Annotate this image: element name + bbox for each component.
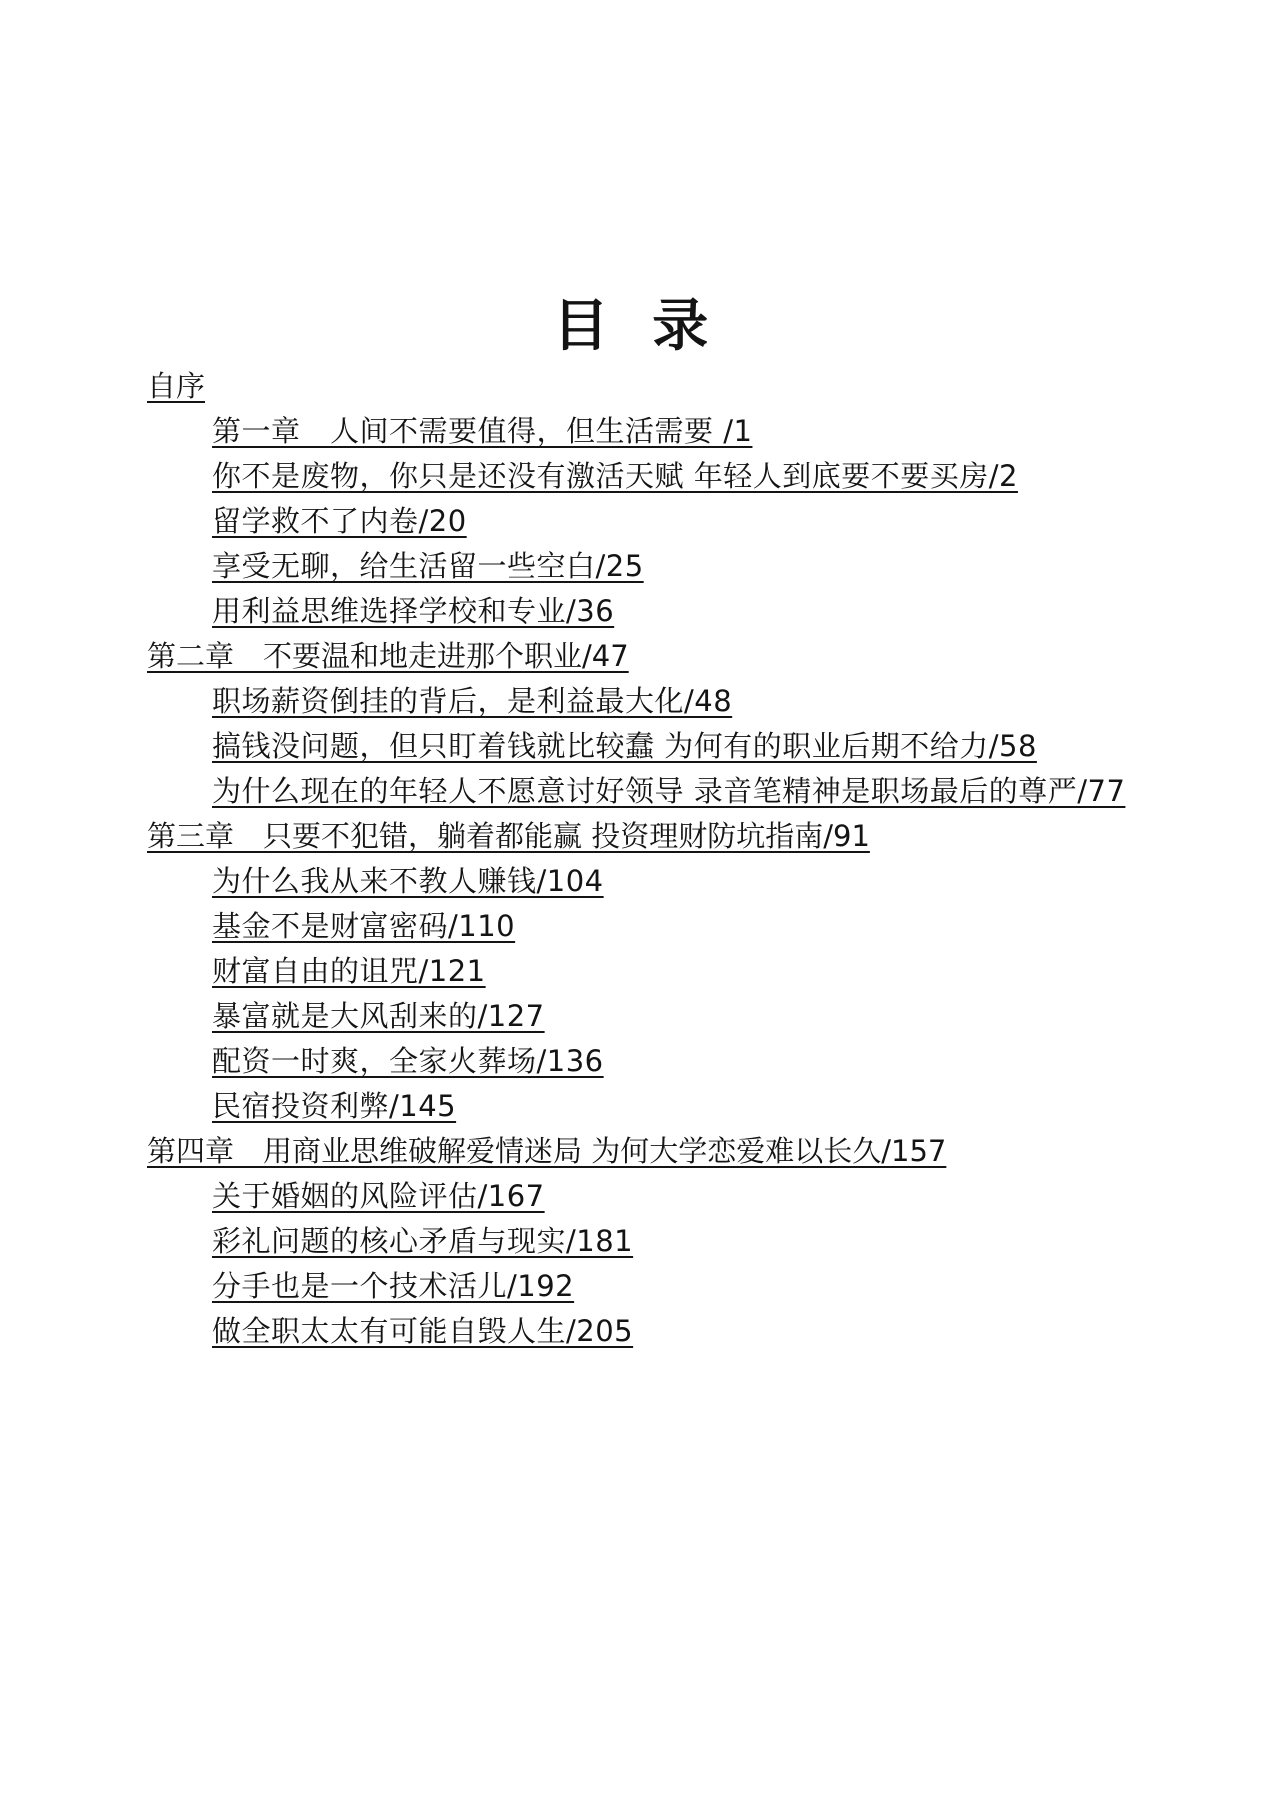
toc-entry-link[interactable]: 民宿投资利弊/145 bbox=[212, 1089, 457, 1123]
toc-chapter-entry bbox=[0, 364, 1273, 409]
toc-entry-link[interactable]: 为什么现在的年轻人不愿意讨好领导 录音笔精神是职场最后的尊严/77 bbox=[212, 774, 1126, 808]
toc-section-entry bbox=[0, 544, 1273, 589]
toc-chapter-entry bbox=[0, 634, 1273, 679]
toc-section-entry bbox=[0, 904, 1273, 949]
toc-section-entry bbox=[0, 1264, 1273, 1309]
toc-section-entry bbox=[0, 1219, 1273, 1264]
toc-entry-link[interactable]: 分手也是一个技术活儿/192 bbox=[212, 1269, 575, 1303]
toc-entry-link[interactable]: 搞钱没问题，但只盯着钱就比较蠢 为何有的职业后期不给力/58 bbox=[212, 729, 1037, 763]
toc-entry-link[interactable]: 做全职太太有可能自毁人生/205 bbox=[212, 1314, 634, 1348]
toc-title: 目 录 bbox=[552, 294, 721, 359]
toc-chapter-entry bbox=[0, 1129, 1273, 1174]
toc-section-entry bbox=[0, 724, 1273, 769]
toc-section-entry bbox=[0, 589, 1273, 634]
toc-section-entry bbox=[0, 1084, 1273, 1129]
toc-entry-link[interactable]: 自序 bbox=[147, 369, 206, 403]
toc-entry-link[interactable]: 为什么我从来不教人赚钱/104 bbox=[212, 864, 604, 898]
toc-section-entry bbox=[0, 1174, 1273, 1219]
toc-entry-link[interactable]: 留学救不了内卷/20 bbox=[212, 504, 467, 538]
toc-entry-link[interactable]: 暴富就是大风刮来的/127 bbox=[212, 999, 545, 1033]
toc-section-entry bbox=[0, 454, 1273, 499]
toc-section-entry bbox=[0, 679, 1273, 724]
toc-entry-link[interactable]: 你不是废物，你只是还没有激活天赋 年轻人到底要不要买房/2 bbox=[212, 459, 1018, 493]
toc-section-entry bbox=[0, 859, 1273, 904]
toc-section-entry bbox=[0, 1309, 1273, 1354]
toc-entry-link[interactable]: 享受无聊，给生活留一些空白/25 bbox=[212, 549, 644, 583]
toc-entry-link[interactable]: 第二章 不要温和地走进那个职业/47 bbox=[147, 639, 629, 673]
toc-section-entry bbox=[0, 949, 1273, 994]
toc-entry-link[interactable]: 第四章 用商业思维破解爱情迷局 为何大学恋爱难以长久/157 bbox=[147, 1134, 947, 1168]
toc-section-entry bbox=[0, 409, 1273, 454]
toc-entry-link[interactable]: 第一章 人间不需要值得，但生活需要 /1 bbox=[212, 414, 753, 448]
toc-entry-link[interactable]: 彩礼问题的核心矛盾与现实/181 bbox=[212, 1224, 634, 1258]
toc-section-entry bbox=[0, 769, 1273, 814]
toc-chapter-entry bbox=[0, 814, 1273, 859]
toc-section-entry bbox=[0, 994, 1273, 1039]
toc-entry-link[interactable]: 用利益思维选择学校和专业/36 bbox=[212, 594, 615, 628]
toc-entry-link[interactable]: 第三章 只要不犯错，躺着都能赢 投资理财防坑指南/91 bbox=[147, 819, 870, 853]
toc-entry-link[interactable]: 财富自由的诅咒/121 bbox=[212, 954, 486, 988]
toc-entry-link[interactable]: 职场薪资倒挂的背后，是利益最大化/48 bbox=[212, 684, 733, 718]
toc-section-entry bbox=[0, 499, 1273, 544]
toc-entry-link[interactable]: 配资一时爽，全家火葬场/136 bbox=[212, 1044, 604, 1078]
toc-list bbox=[0, 364, 1273, 1354]
toc-entry-link[interactable]: 关于婚姻的风险评估/167 bbox=[212, 1179, 545, 1213]
toc-entry-link[interactable]: 基金不是财富密码/110 bbox=[212, 909, 516, 943]
toc-section-entry bbox=[0, 1039, 1273, 1084]
